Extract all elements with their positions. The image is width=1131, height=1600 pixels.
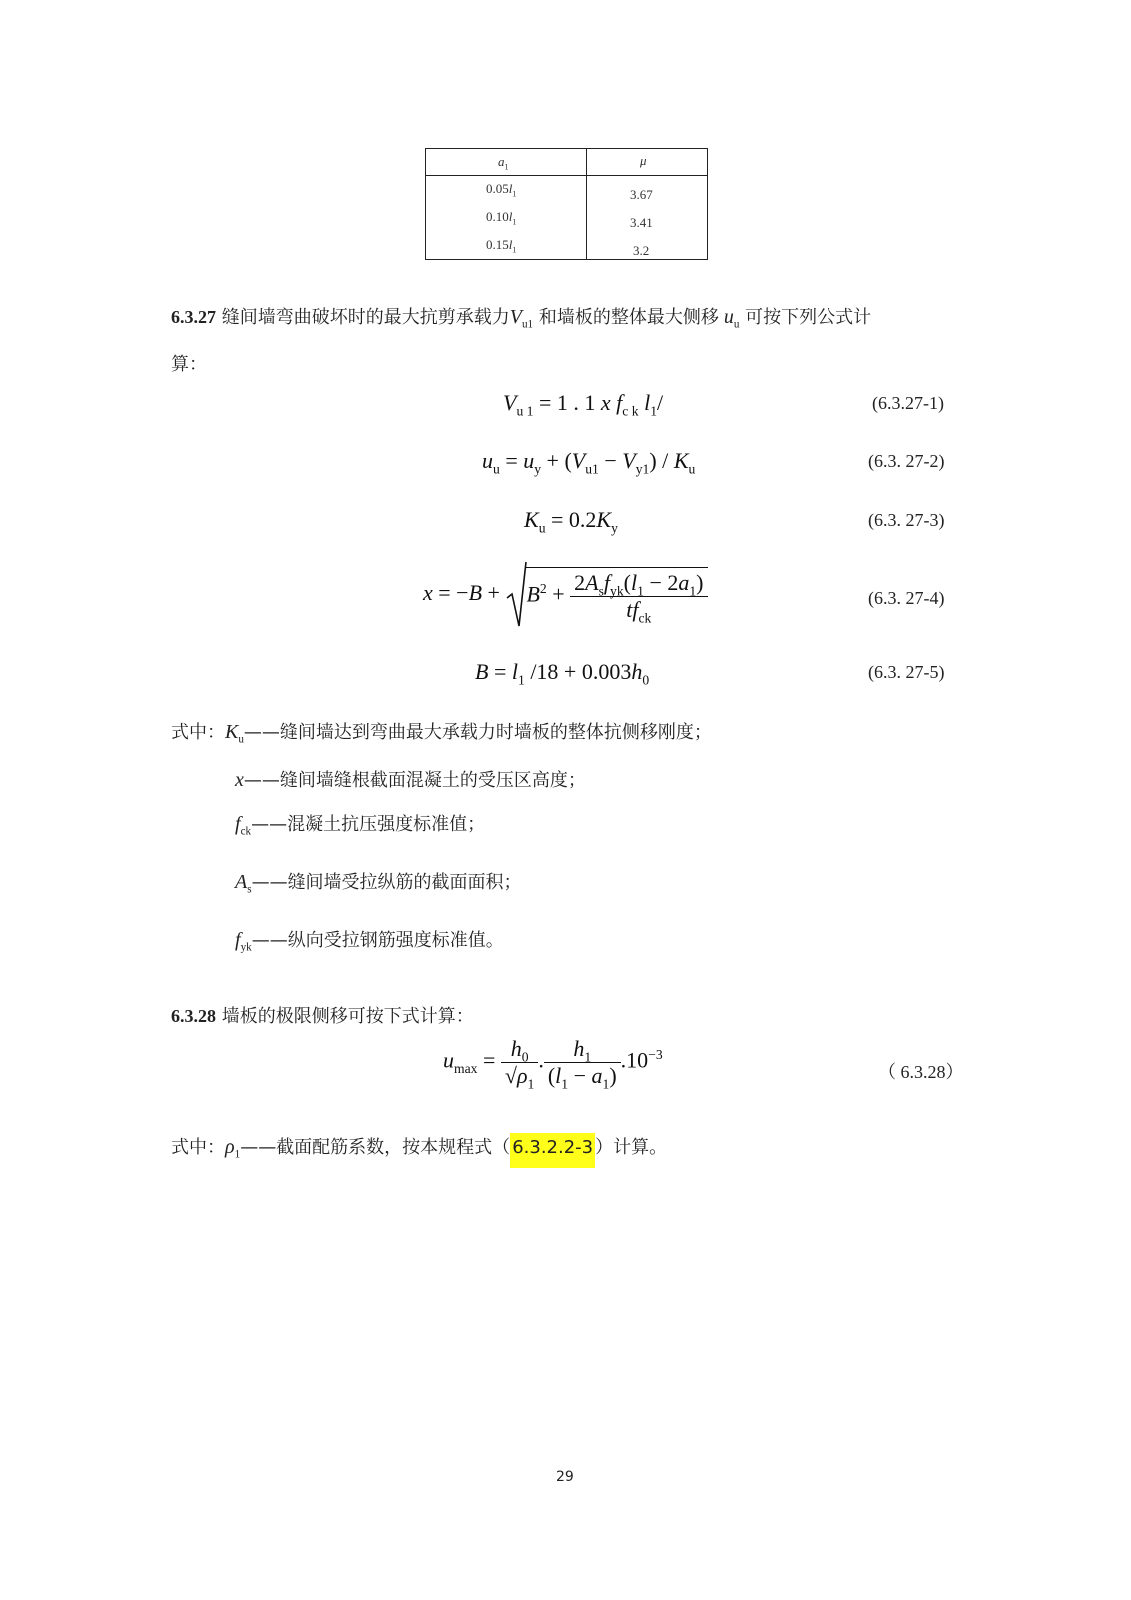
equation-number-6-3-28: （ 6.3.28） bbox=[878, 1062, 964, 1082]
section-6-3-28-heading: 6.3.28 墙板的极限侧移可按下式计算： bbox=[171, 1006, 474, 1027]
equation-6-3-28: $u_{max}$ = $\frac{h_0}{√\rho_1}$ . $\frac{h_1}{(l_1 - a_1)}$ $.10^{-3}$ bbox=[443, 1036, 663, 1092]
equation-number-1: (6.3.27-1) bbox=[872, 393, 944, 413]
equation-number-5: (6.3. 27-5) bbox=[868, 662, 945, 682]
equation-6-3-27-3: $K_u = 0.2K_y$ bbox=[524, 507, 618, 536]
table-row-2-a: $0.10l_1$ bbox=[486, 209, 517, 227]
table-column-divider bbox=[586, 149, 587, 259]
equation-6-3-27-1: $V_{u 1} = 1$ . 1 x $f_{c k}$ $l_1/$ bbox=[503, 390, 664, 419]
table-header-mu: μ bbox=[640, 153, 647, 168]
equation-6-3-27-2: $u_u = u_y + (V_{u1} - V_{y1}) / K_u$ bbox=[482, 448, 696, 477]
equation-6-3-27-5: $B = l_1$ $/18 + 0.003h_0$ bbox=[475, 659, 650, 688]
section-number: 6.3.27 bbox=[171, 307, 216, 327]
sqrt-sign bbox=[505, 560, 527, 630]
equation-number-2: (6.3. 27-2) bbox=[868, 451, 945, 471]
table-row-1-a: $0.05l_1$ bbox=[486, 181, 517, 199]
page-number: 29 bbox=[556, 1469, 574, 1485]
table-row-1-mu: 3.67 bbox=[630, 187, 653, 202]
table-row-3-mu: 3.2 bbox=[633, 243, 650, 258]
table-row-3-a: $0.15l_1$ bbox=[486, 237, 517, 255]
table-row-2-mu: 3.41 bbox=[630, 215, 653, 230]
definition-fck: $f_{ck}——$混凝土抗压强度标准值； bbox=[235, 813, 486, 838]
table-header-divider bbox=[426, 175, 707, 176]
equation-number-4: (6.3. 27-4) bbox=[868, 588, 945, 608]
definition-rho1: 式中：$\rho_1——$截面配筋系数，按本规程式（ 6.3.2.2-3 ）计算。 bbox=[171, 1133, 667, 1159]
coefficient-table bbox=[425, 148, 708, 260]
highlighted-formula-reference[interactable]: 6.3.2.2-3 bbox=[510, 1133, 595, 1168]
equation-number-3: (6.3. 27-3) bbox=[868, 510, 945, 530]
definition-x: x——缝间墙缝根截面混凝土的受压区高度； bbox=[235, 769, 586, 791]
definition-Ku: 式中：$K_u——$缝间墙达到弯曲最大承载力时墙板的整体抗侧移刚度； bbox=[171, 721, 712, 746]
section-6-3-27-line1: 6.3.27 缝间墙弯曲破坏时的最大抗剪承载力$V_{u1}$ 和墙板的整体最大侧移 $u_u$ 可按下列公式计 bbox=[171, 306, 872, 331]
section-number: 6.3.28 bbox=[171, 1006, 216, 1026]
definition-As: $A_s——$缝间墙受拉纵筋的截面面积； bbox=[235, 871, 522, 896]
section-6-3-27-line2: 算： bbox=[171, 354, 207, 375]
table-header-a1: $a_1$ bbox=[498, 154, 509, 172]
definition-fyk: $f_{yk}——$纵向受拉钢筋强度标准值。 bbox=[235, 929, 504, 954]
equation-6-3-27-4: $x = -B + B^2$ + $\frac{2A_sf_{yk}(l_1 - 2a_1)}{tf_{ck}}$ bbox=[423, 560, 708, 630]
